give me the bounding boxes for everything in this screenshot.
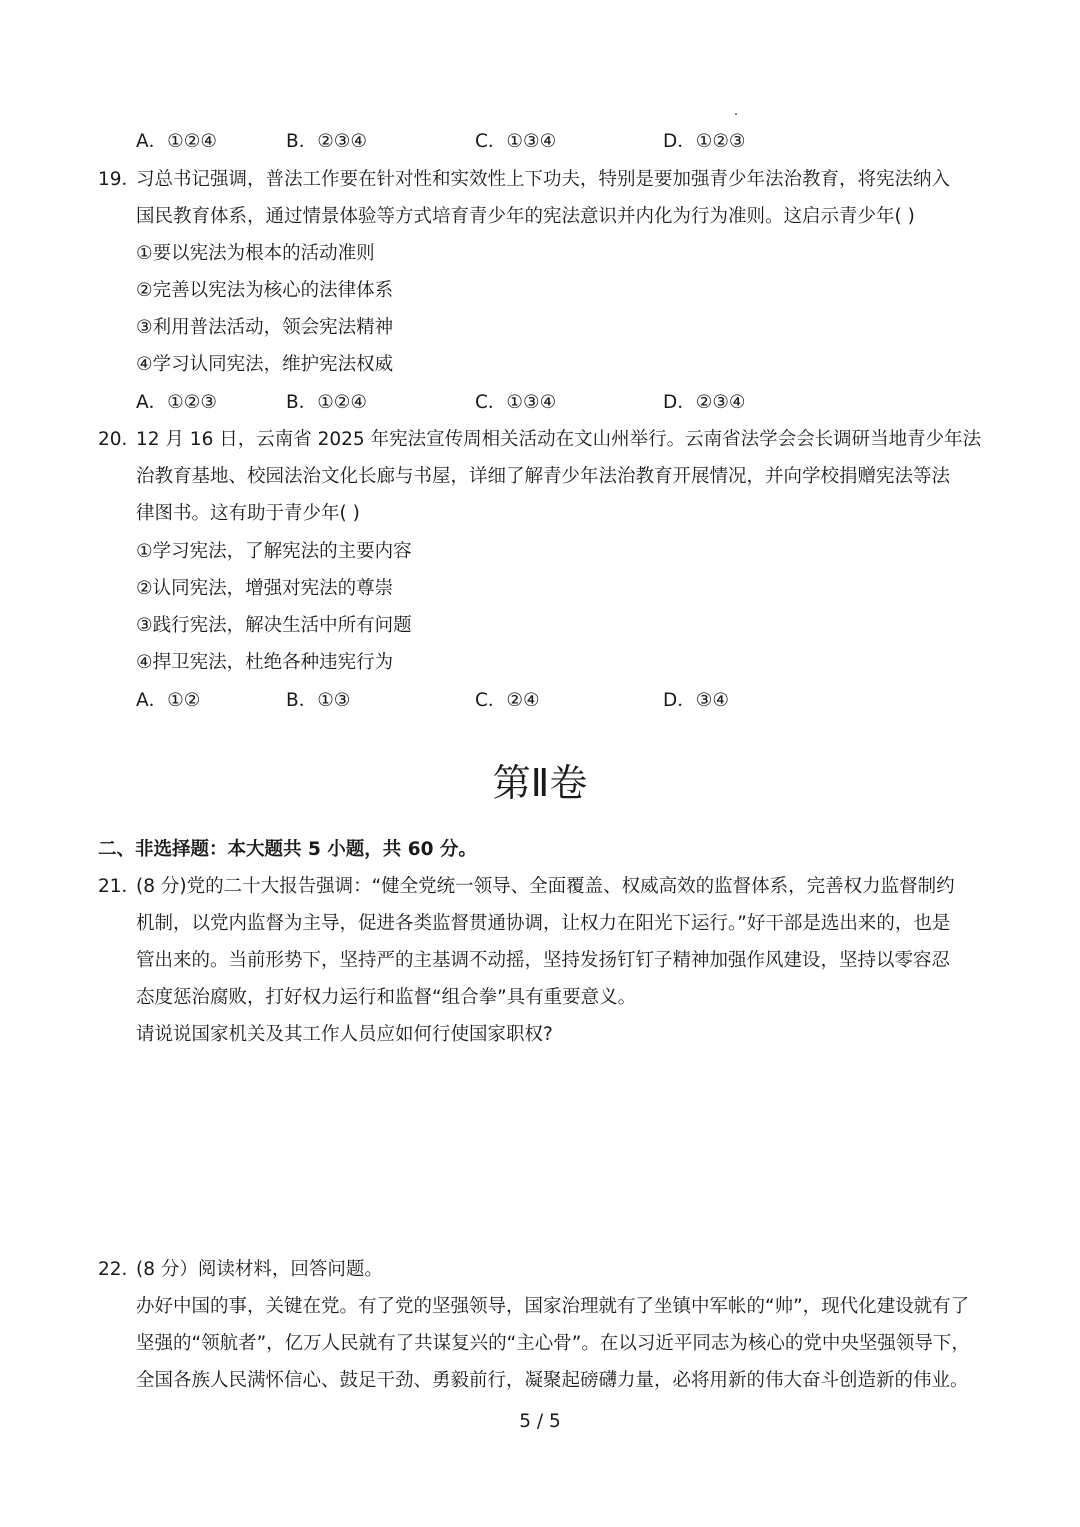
scan-speck	[735, 113, 737, 115]
q19-stem-line1: 习总书记强调，普法工作要在针对性和实效性上下功夫，特别是要加强青少年法治教育，将宪法纳入	[136, 169, 951, 190]
q19-item-1: ①要以宪法为根本的活动准则	[136, 243, 375, 264]
q22-paragraph-line3: 全国各族人民满怀信心、鼓足干劲、勇毅前行，凝聚起磅礴力量，必将用新的伟大奋斗创造新的伟业。	[136, 1370, 969, 1391]
q19-number: 19．	[98, 169, 141, 190]
q20-option-b: B．①③	[286, 690, 351, 711]
q21-question: 请说说国家机关及其工作人员应如何行使国家职权?	[136, 1024, 553, 1045]
q20-item-4: ④捍卫宪法，杜绝各种违宪行为	[136, 652, 394, 673]
q21-line1: (8 分)党的二十大报告强调：“健全党统一领导、全面覆盖、权威高效的监督体系，完善权力监督制约	[136, 876, 955, 897]
q20-option-c: C．②④	[475, 690, 540, 711]
q18-option-a: A．①②④	[136, 131, 217, 152]
q18-option-d: D．①②③	[663, 131, 746, 152]
q22-paragraph-line1: 办好中国的事，关键在党。有了党的坚强领导，国家治理就有了坐镇中军帐的“帅”，现代化建设就有了	[136, 1296, 970, 1317]
q20-item-1: ①学习宪法，了解宪法的主要内容	[136, 541, 412, 562]
q21-line4: 态度惩治腐败，打好权力运行和监督“组合拳”具有重要意义。	[136, 987, 637, 1008]
q20-number: 20．	[98, 429, 141, 450]
q19-option-c: C．①③④	[475, 392, 557, 413]
page-number: 5 / 5	[519, 1411, 561, 1432]
section-title: 第Ⅱ卷	[492, 761, 588, 805]
q20-option-d: D．③④	[663, 690, 729, 711]
q19-option-b: B．①②④	[286, 392, 367, 413]
q20-stem-line1: 12 月 16 日，云南省 2025 年宪法宣传周相关活动在文山州举行。云南省法学会会长调研当地青少年法	[136, 429, 982, 450]
q20-stem-line3: 律图书。这有助于青少年( )	[136, 503, 360, 524]
q20-item-2: ②认同宪法，增强对宪法的尊崇	[136, 578, 394, 599]
q19-item-2: ②完善以宪法为核心的法律体系	[136, 280, 394, 301]
q22-number: 22．	[98, 1259, 141, 1280]
q21-line2: 机制，以党内监督为主导，促进各类监督贯通协调，让权力在阳光下运行。”好干部是选出来的，也是	[136, 913, 951, 934]
q21-line3: 管出来的。当前形势下，坚持严的主基调不动摇，坚持发扬钉钉子精神加强作风建设，坚持以零容忍	[136, 950, 951, 971]
q18-option-b: B．②③④	[286, 131, 367, 152]
q19-option-d: D．②③④	[663, 392, 746, 413]
q22-paragraph-line2: 坚强的“领航者”，亿万人民就有了共谋复兴的“主心骨”。在以习近平同志为核心的党中央坚强领导下，	[136, 1333, 970, 1354]
section-heading: 二、非选择题：本大题共 5 小题，共 60 分。	[98, 839, 477, 860]
q20-item-3: ③践行宪法，解决生活中所有问题	[136, 615, 412, 636]
q18-option-c: C．①③④	[475, 131, 557, 152]
q19-stem-line2: 国民教育体系，通过情景体验等方式培育青少年的宪法意识并内化为行为准则。这启示青少年( )	[136, 206, 915, 227]
q20-stem-line2: 治教育基地、校园法治文化长廊与书屋，详细了解青少年法治教育开展情况，并向学校捐赠宪法等法	[136, 466, 951, 487]
q19-option-a: A．①②③	[136, 392, 217, 413]
q19-item-4: ④学习认同宪法，维护宪法权威	[136, 354, 394, 375]
q21-number: 21．	[98, 876, 141, 897]
q19-item-3: ③利用普法活动，领会宪法精神	[136, 317, 394, 338]
q22-line1: (8 分）阅读材料，回答问题。	[136, 1259, 383, 1280]
q20-option-a: A．①②	[136, 690, 201, 711]
